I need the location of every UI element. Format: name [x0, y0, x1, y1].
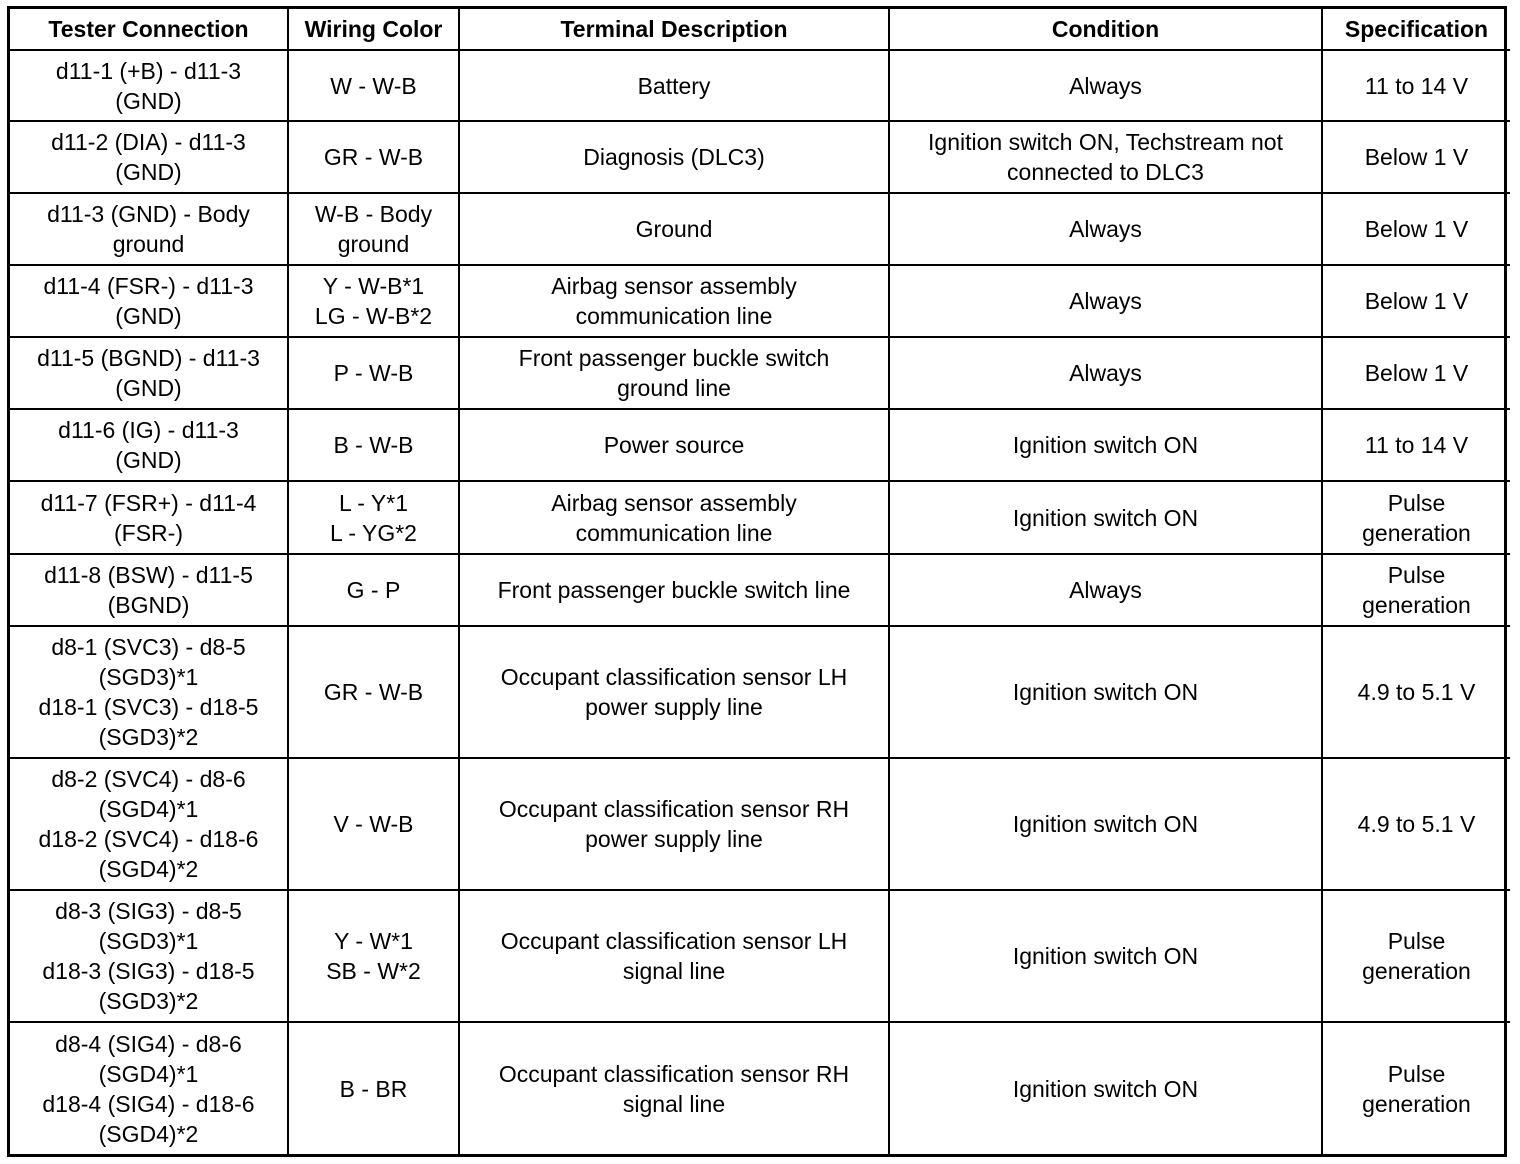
table-row: [10, 193, 1510, 265]
condition-cell: Ignition switch ON: [889, 481, 1322, 554]
tester-connection-cell: d11-7 (FSR+) - d11-4 (FSR-): [10, 481, 288, 554]
header-condition: Condition: [889, 9, 1322, 50]
tester-connection-cell: d8-3 (SIG3) - d8-5 (SGD3)*1 d18-3 (SIG3) - d18-5 (SGD3)*2: [10, 890, 288, 1022]
condition-cell: Ignition switch ON: [889, 758, 1322, 890]
terminal-spec-table: [10, 9, 1510, 1154]
terminal-description-cell: Front passenger buckle switch ground line: [459, 337, 889, 409]
tester-connection-cell: d11-3 (GND) - Body ground: [10, 193, 288, 265]
table-row: [10, 265, 1510, 337]
header-row: [10, 9, 1510, 50]
specification-cell: 11 to 14 V: [1322, 409, 1510, 481]
condition-cell: Always: [889, 193, 1322, 265]
specification-cell: Pulse generation: [1322, 890, 1510, 1022]
condition-cell: Always: [889, 50, 1322, 121]
tester-connection-cell: d8-4 (SIG4) - d8-6 (SGD4)*1 d18-4 (SIG4) - d18-6 (SGD4)*2: [10, 1022, 288, 1154]
condition-cell: Ignition switch ON: [889, 626, 1322, 758]
wiring-color-cell: Y - W-B*1 LG - W-B*2: [288, 265, 459, 337]
specification-cell: 4.9 to 5.1 V: [1322, 758, 1510, 890]
terminal-description-cell: Airbag sensor assembly communication line: [459, 481, 889, 554]
condition-cell: Always: [889, 265, 1322, 337]
terminal-description-cell: Airbag sensor assembly communication line: [459, 265, 889, 337]
wiring-color-cell: W - W-B: [288, 50, 459, 121]
tester-connection-cell: d8-1 (SVC3) - d8-5 (SGD3)*1 d18-1 (SVC3) - d18-5 (SGD3)*2: [10, 626, 288, 758]
specification-cell: Below 1 V: [1322, 265, 1510, 337]
table-row: [10, 1022, 1510, 1154]
terminal-description-cell: Occupant classification sensor LH power supply line: [459, 626, 889, 758]
tester-connection-cell: d11-2 (DIA) - d11-3 (GND): [10, 121, 288, 193]
wiring-color-cell: GR - W-B: [288, 121, 459, 193]
table-row: [10, 554, 1510, 626]
table-row: [10, 337, 1510, 409]
header-tester-connection: Tester Connection: [10, 9, 288, 50]
condition-cell: Ignition switch ON: [889, 1022, 1322, 1154]
terminal-spec-table-container: [7, 6, 1507, 1157]
wiring-color-cell: W-B - Body ground: [288, 193, 459, 265]
tester-connection-cell: d11-6 (IG) - d11-3 (GND): [10, 409, 288, 481]
specification-cell: Below 1 V: [1322, 121, 1510, 193]
specification-cell: Below 1 V: [1322, 193, 1510, 265]
specification-cell: Pulse generation: [1322, 1022, 1510, 1154]
wiring-color-cell: B - BR: [288, 1022, 459, 1154]
wiring-color-cell: P - W-B: [288, 337, 459, 409]
tester-connection-cell: d8-2 (SVC4) - d8-6 (SGD4)*1 d18-2 (SVC4) - d18-6 (SGD4)*2: [10, 758, 288, 890]
condition-cell: Always: [889, 337, 1322, 409]
terminal-description-cell: Diagnosis (DLC3): [459, 121, 889, 193]
condition-cell: Always: [889, 554, 1322, 626]
tester-connection-cell: d11-5 (BGND) - d11-3 (GND): [10, 337, 288, 409]
wiring-color-cell: V - W-B: [288, 758, 459, 890]
terminal-description-cell: Occupant classification sensor RH power supply line: [459, 758, 889, 890]
wiring-color-cell: L - Y*1 L - YG*2: [288, 481, 459, 554]
terminal-description-cell: Battery: [459, 50, 889, 121]
wiring-color-cell: B - W-B: [288, 409, 459, 481]
condition-cell: Ignition switch ON: [889, 890, 1322, 1022]
table-row: [10, 626, 1510, 758]
condition-cell: Ignition switch ON: [889, 409, 1322, 481]
table-row: [10, 481, 1510, 554]
specification-cell: 11 to 14 V: [1322, 50, 1510, 121]
specification-cell: 4.9 to 5.1 V: [1322, 626, 1510, 758]
condition-cell: Ignition switch ON, Techstream not connected to DLC3: [889, 121, 1322, 193]
specification-cell: Pulse generation: [1322, 554, 1510, 626]
wiring-color-cell: GR - W-B: [288, 626, 459, 758]
wiring-color-cell: Y - W*1 SB - W*2: [288, 890, 459, 1022]
tester-connection-cell: d11-1 (+B) - d11-3 (GND): [10, 50, 288, 121]
wiring-color-cell: G - P: [288, 554, 459, 626]
terminal-description-cell: Front passenger buckle switch line: [459, 554, 889, 626]
table-row: [10, 50, 1510, 121]
table-row: [10, 890, 1510, 1022]
header-specification: Specification: [1322, 9, 1510, 50]
table-row: [10, 758, 1510, 890]
table-row: [10, 121, 1510, 193]
specification-cell: Below 1 V: [1322, 337, 1510, 409]
terminal-description-cell: Occupant classification sensor LH signal line: [459, 890, 889, 1022]
specification-cell: Pulse generation: [1322, 481, 1510, 554]
terminal-description-cell: Power source: [459, 409, 889, 481]
terminal-description-cell: Occupant classification sensor RH signal line: [459, 1022, 889, 1154]
header-wiring-color: Wiring Color: [288, 9, 459, 50]
header-terminal-description: Terminal Description: [459, 9, 889, 50]
table-row: [10, 409, 1510, 481]
tester-connection-cell: d11-8 (BSW) - d11-5 (BGND): [10, 554, 288, 626]
tester-connection-cell: d11-4 (FSR-) - d11-3 (GND): [10, 265, 288, 337]
terminal-description-cell: Ground: [459, 193, 889, 265]
